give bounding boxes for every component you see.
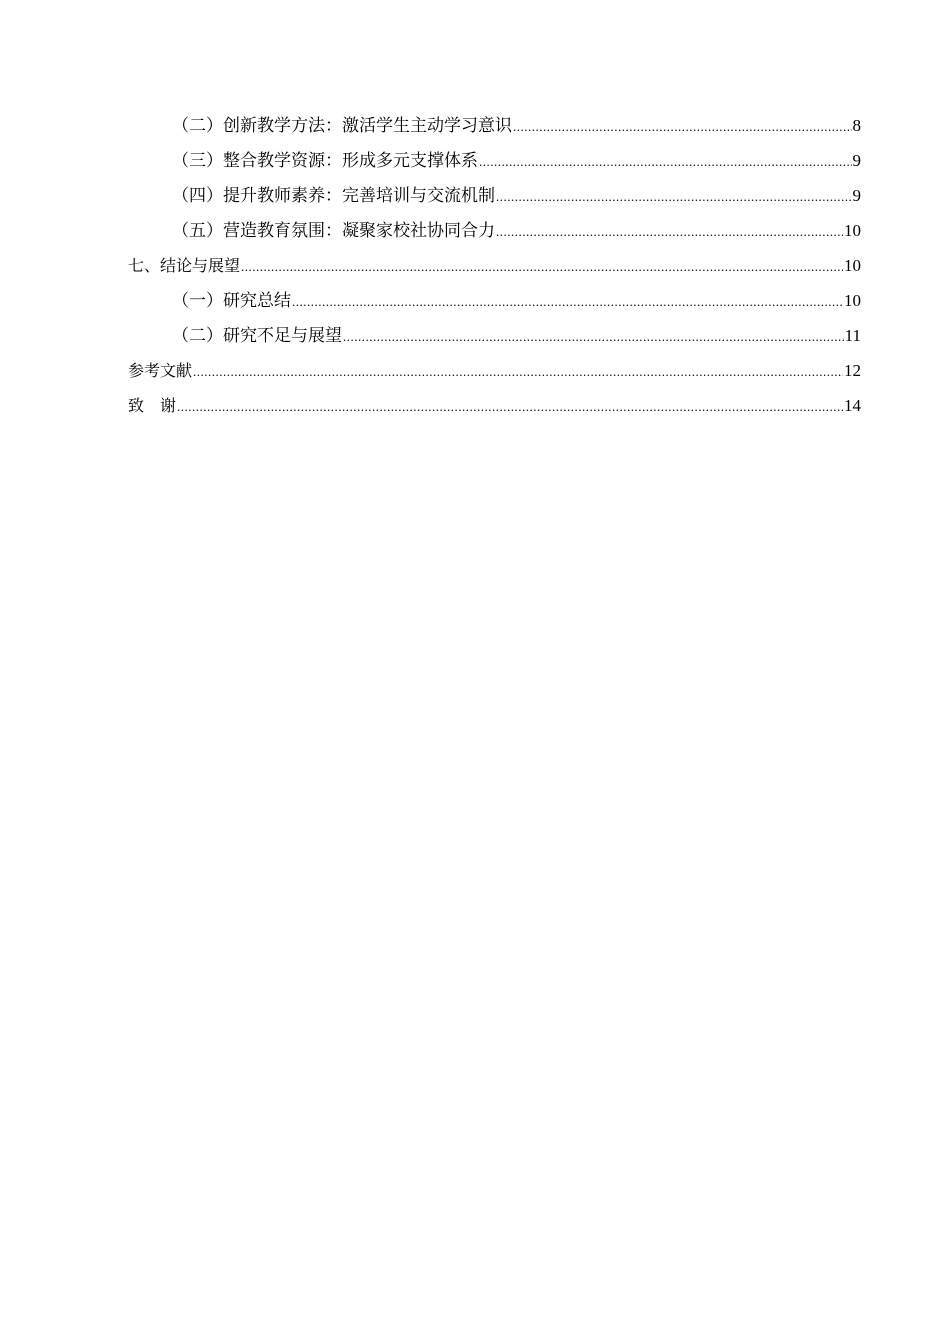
toc-entry-page: 9 xyxy=(852,186,861,205)
toc-entry-page: 10 xyxy=(844,291,861,310)
toc-entry-title: （二）创新教学方法：激活学生主动学习意识 xyxy=(172,116,512,136)
toc-dot-leader xyxy=(241,254,843,280)
toc-dot-leader xyxy=(513,114,852,140)
toc-dot-leader xyxy=(496,219,843,245)
toc-entry[interactable] xyxy=(128,323,861,358)
toc-entry-page: 8 xyxy=(852,116,861,135)
toc-entry-title: 参考文献 xyxy=(128,361,193,380)
toc-entry[interactable] xyxy=(128,148,861,183)
toc-entry-title: （三）整合教学资源：形成多元支撑体系 xyxy=(172,151,478,171)
toc-entry-page: 9 xyxy=(852,151,861,170)
toc-entry[interactable] xyxy=(128,113,861,148)
toc-entry[interactable] xyxy=(128,218,861,253)
toc-entry-title: （五）营造教育氛围：凝聚家校社协同合力 xyxy=(172,221,495,241)
toc-entry[interactable] xyxy=(128,358,861,393)
toc-entry-title: （一）研究总结 xyxy=(172,291,291,311)
toc-entry-title: （二）研究不足与展望 xyxy=(172,326,342,346)
toc-entry-page: 11 xyxy=(844,326,861,345)
toc-dot-leader xyxy=(343,324,844,350)
table-of-contents xyxy=(128,113,861,428)
toc-entry-title: 致 谢 xyxy=(128,396,177,415)
toc-dot-leader xyxy=(292,289,843,315)
toc-dot-leader xyxy=(177,394,843,420)
toc-dot-leader xyxy=(479,149,852,175)
toc-entry-page: 14 xyxy=(844,396,861,415)
toc-entry[interactable] xyxy=(128,253,861,288)
toc-entry[interactable] xyxy=(128,393,861,428)
toc-entry[interactable] xyxy=(128,183,861,218)
toc-dot-leader xyxy=(496,184,852,210)
toc-entry-page: 12 xyxy=(844,361,861,380)
toc-entry-title: （四）提升教师素养：完善培训与交流机制 xyxy=(172,186,495,206)
toc-entry-page: 10 xyxy=(844,256,861,275)
toc-entry-title: 七、结论与展望 xyxy=(128,256,241,275)
toc-entry-page: 10 xyxy=(844,221,861,240)
toc-dot-leader xyxy=(193,359,843,385)
toc-entry[interactable] xyxy=(128,288,861,323)
